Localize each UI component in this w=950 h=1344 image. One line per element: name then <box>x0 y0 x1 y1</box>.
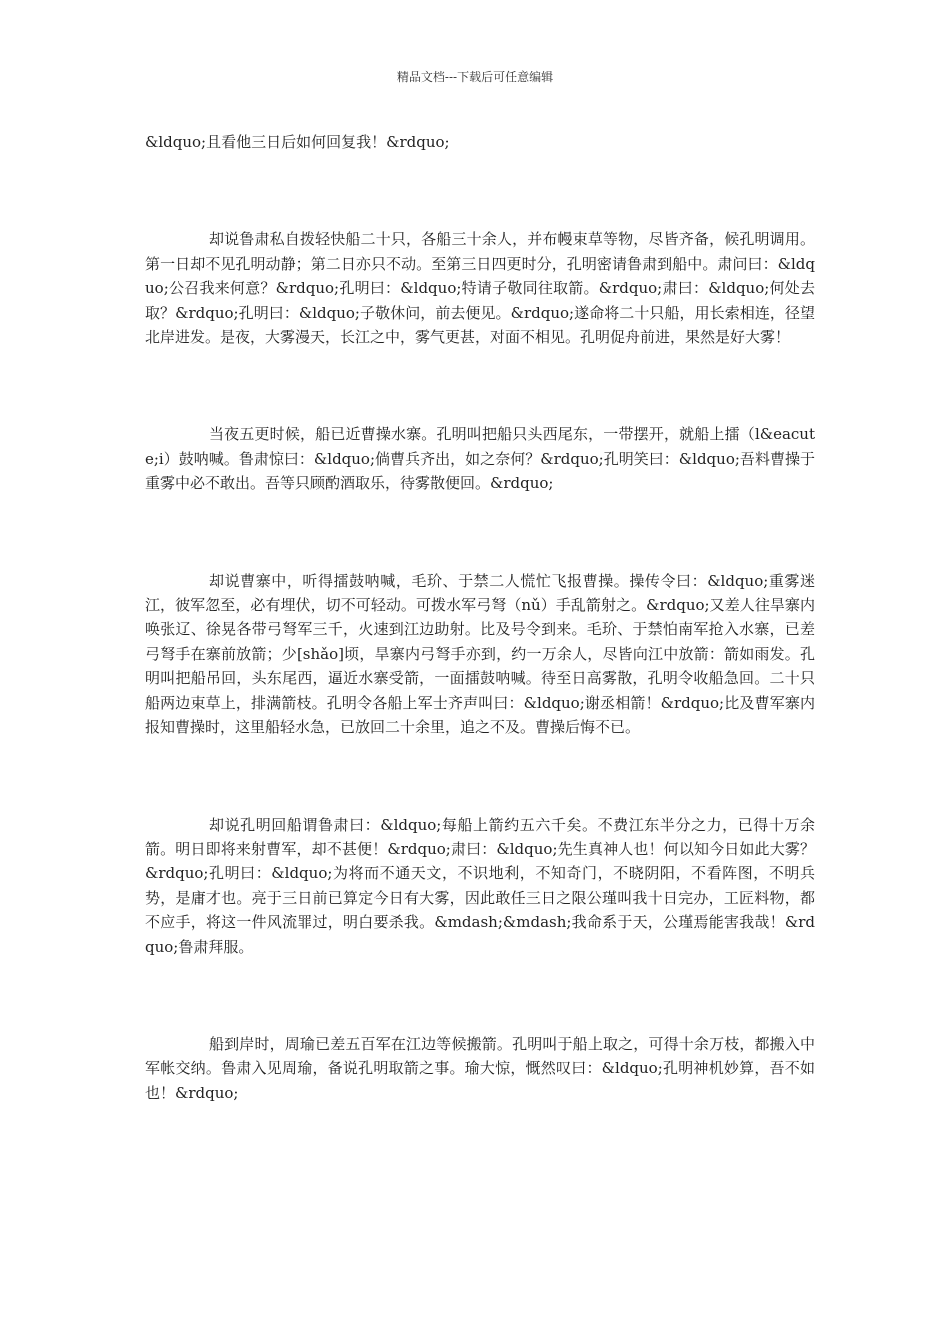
paragraph-6: 船到岸时，周瑜已差五百军在江边等候搬箭。孔明叫于船上取之，可得十余万枝，都搬入中军帐交纳。鲁肃入见周瑜，备说孔明取箭之事。瑜大惊，慨然叹曰：&ldquo;孔明神机妙算，吾不如也！&rdquo; <box>145 1034 815 1102</box>
paragraph-4: 却说曹寨中，听得擂鼓呐喊，毛玠、于禁二人慌忙飞报曹操。操传令曰：&ldquo;重雾迷江，彼军忽至，必有埋伏，切不可轻动。可拨水军弓弩（nǔ）手乱箭射之。&rdquo;又差人往旱寨内唤张辽、徐晃各带弓弩军三千，火速到江边助射。比及号令到来。毛玠、于禁怕南军抢入水寨，已差弓弩手在寨前放箭；少[shǎo]顷，旱寨内弓弩手亦到，约一万余人，尽皆向江中放箭：箭如雨发。孔明叫把船吊回，头东尾西，逼近水寨受箭，一面擂鼓呐喊。待至日高雾散，孔明令收船急回。二十只船两边束草上，排满箭枝。孔明令各船上军士齐声叫曰：&ldquo;谢丞相箭！&rdquo;比及曹军寨内报知曹操时，这里船轻水急，已放回二十余里，追之不及。曹操后悔不已。 <box>145 571 815 737</box>
paragraph-2: 却说鲁肃私自拨轻快船二十只，各船三十余人，并布幔束草等物，尽皆齐备，候孔明调用。第一日却不见孔明动静；第二日亦只不动。至第三日四更时分，孔明密请鲁肃到船中。肃问曰：&ldquo;公召我来何意？&rdquo;孔明曰：&ldquo;特请子敬同往取箭。&rdquo;肃曰：&ldquo;何处去取？&rdquo;孔明曰：&ldquo;子敬休问，前去便见。&rdquo;遂命将二十只船，用长索相连，径望北岸进发。是夜，大雾漫天，长江之中，雾气更甚，对面不相见。孔明促舟前进，果然是好大雾！ <box>145 230 815 347</box>
paragraph-5: 却说孔明回船谓鲁肃曰：&ldquo;每船上箭约五六千矣。不费江东半分之力，已得十万余箭。明日即将来射曹军，却不甚便！&rdquo;肃曰：&ldquo;先生真神人也！何以知今日如此大雾？&rdquo;孔明曰：&ldquo;为将而不通天文，不识地利，不知奇门，不晓阴阳，不看阵图，不明兵势，是庸才也。亮于三日前已算定今日有大雾，因此敢任三日之限公瑾叫我十日完办，工匠料物，都不应手，将这一件风流罪过，明白要杀我。&mdash;&mdash;我命系于天，公瑾焉能害我哉！&rdquo;鲁肃拜服。 <box>145 815 815 956</box>
document-body <box>145 130 815 1105</box>
page-header: 精品文档---下载后可任意编辑 <box>396 70 554 84</box>
paragraph-3: 当夜五更时候，船已近曹操水寨。孔明叫把船只头西尾东，一带摆开，就船上擂（l&eacute;i）鼓呐喊。鲁肃惊曰：&ldquo;倘曹兵齐出，如之奈何？&rdquo;孔明笑曰：&ldquo;吾料曹操于重雾中必不敢出。吾等只顾酌酒取乐，待雾散便回。&rdquo; <box>145 425 815 493</box>
paragraph-1: &ldquo;且看他三日后如何回复我！&rdquo; <box>145 133 450 151</box>
